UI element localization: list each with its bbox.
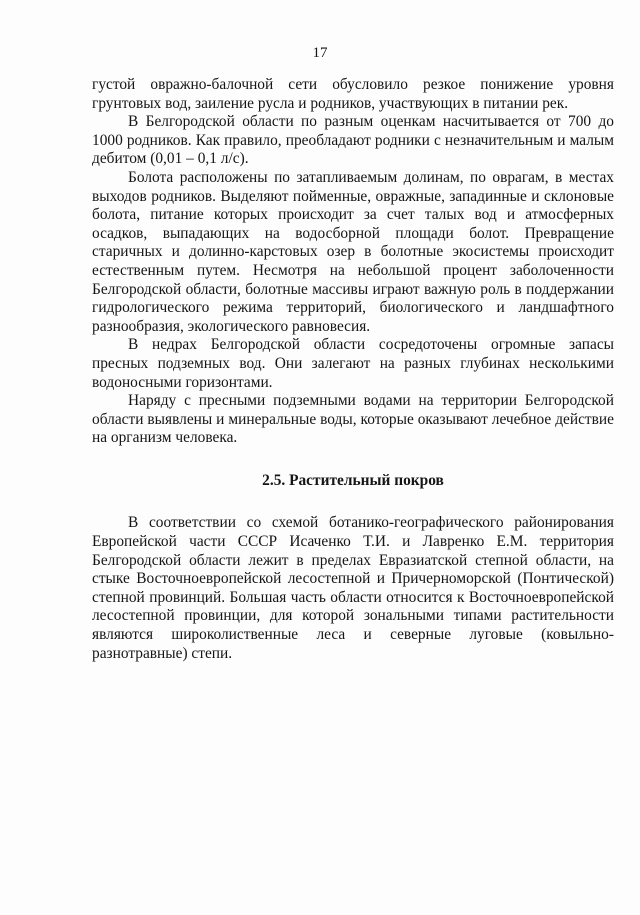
page-number: 17 [312, 45, 328, 61]
page-body [92, 76, 614, 663]
paragraph-springs: В Белгородской области по разным оценкам насчитывается от 700 до 1000 родников. Как правило, преобладают родники с незначительным и малым дебитом (0,01 – 0,1 л/с). [92, 113, 614, 168]
paragraph-vegetation: В соответствии со схемой ботанико-географического районирования Европейской части СССР Исаченко Т.И. и Лавренко Е.М. территория Белгородской области лежит в пределах Евразиатской степной области, на стыке Восточноевропейской лесостепной и Причерноморской (Понтической) степной провинций. Большая часть области относится к Восточноевропейской лесостепной провинции, для которой зональными типами растительности являются широколиственные леса и северные луговые (ковыльно-разнотравные) степи. [92, 514, 614, 662]
paragraph-groundwater: В недрах Белгородской области сосредоточены огромные запасы пресных подземных вод. Они залегают на разных глубинах несколькими водоносными горизонтами. [92, 336, 614, 391]
section-heading: 2.5. Растительный покров [262, 471, 444, 489]
paragraph-continuation: густой овражно-балочной сети обусловило резкое понижение уровня грунтовых вод, заиление русла и родников, участвующих в питании рек. [92, 76, 614, 112]
paragraph-mineral-waters: Наряду с пресными подземными водами на территории Белгородской области выявлены и минеральные воды, которые оказывают лечебное действие на организм человека. [92, 392, 614, 447]
paragraph-swamps: Болота расположены по затапливаемым долинам, по оврагам, в местах выходов родников. Выделяют пойменные, овражные, западинные и склоновые болота, питание которых происходит за счет талых вод и атмосферных осадков, выпадающих на водосборной площади болот. Превращение старичных и долинно-карстовых озер в болотные экосистемы происходит естественным путем. Несмотря на небольшой процент заболоченности Белгородской области, болотные массивы играют важную роль в поддержании гидрологического режима территорий, биологического и ландшафтного разнообразия, экологического равновесия. [92, 168, 614, 335]
